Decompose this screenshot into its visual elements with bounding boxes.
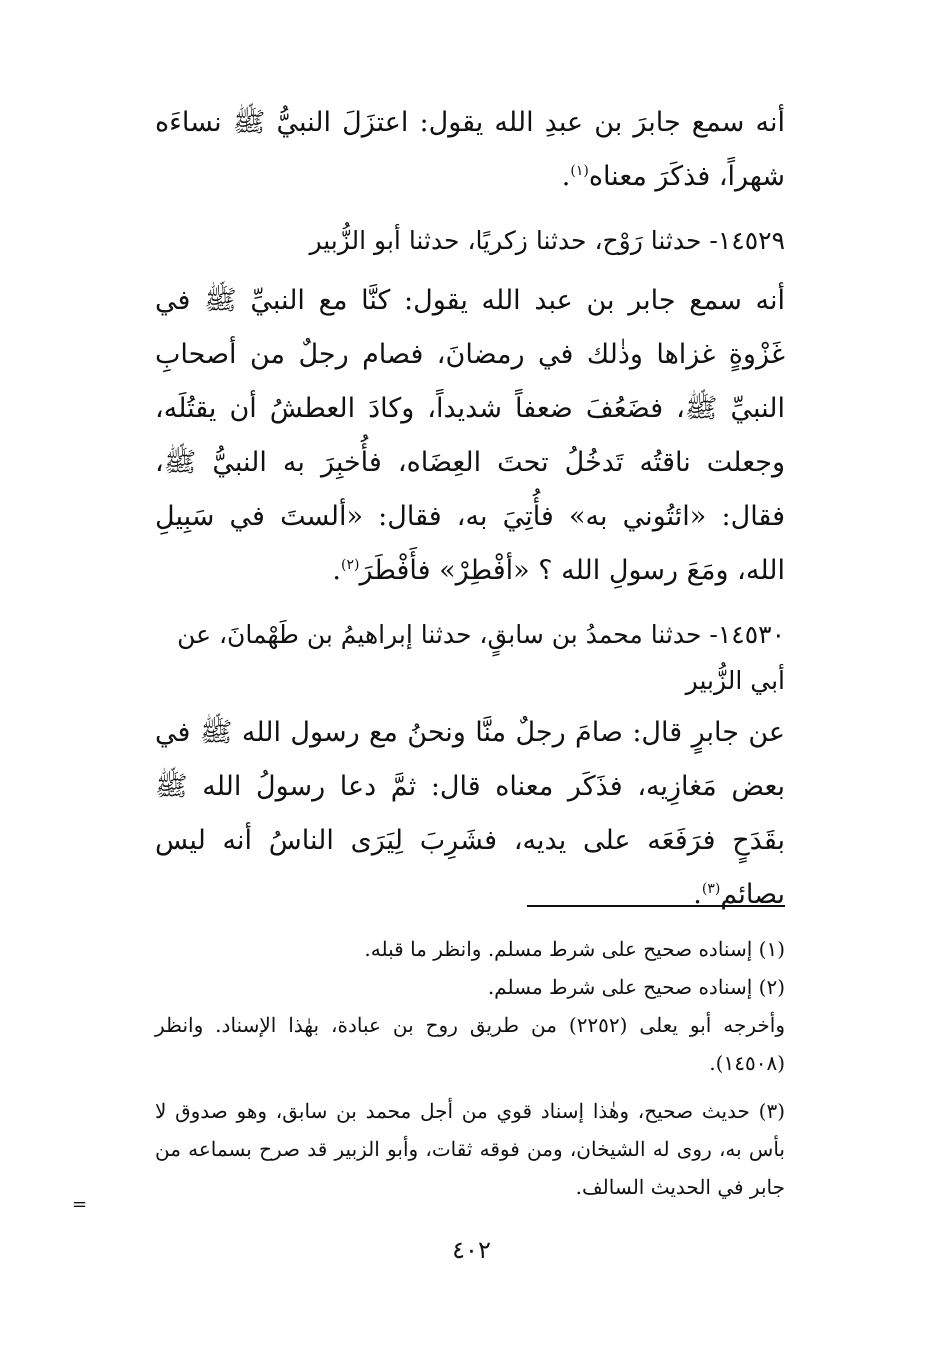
paragraph-2 [155, 274, 785, 598]
footnote-ref-3: (٣) [701, 881, 721, 897]
footnote-ref-1: (١) [570, 163, 589, 179]
footnote-3: (٣) حديث صحيح، وهٰذا إسناد قوي من أجل محمد بن سابق، وهو صدوق لا بأس به، روى له الشيخان، ومن فوقه ثقات، وأبو الزبير قد صرح بسماعه من جابر في الحديث السالف. [155, 1099, 785, 1199]
hadith-14530-heading: ١٤٥٣٠- حدثنا محمدُ بن سابقٍ، حدثنا إبراهيمُ بن طَهْمانَ، عن أبي الزُّبير [177, 620, 785, 695]
paragraph-1 [155, 96, 785, 204]
paragraph-2-text: أنه سمع جابر بن عبد الله يقول: كنَّا مع النبيِّ ﷺ في غَزْوةٍ غزاها وذٰلك في رمضانَ، فصام رجلٌ من أصحابِ النبيِّ ﷺ، فضَعُفَ ضعفاً شديداً، وكادَ العطشُ أن يقتُلَه، وجعلت ناقتُه تَدخُلُ تحتَ العِضَاه، فأُخبِرَ به النبيُّ ﷺ، فقال: «ائتُوني به» فأُتِيَ به، فقال: «ألستَ في سَبِيلِ الله، ومَعَ رسولِ الله ؟ «أفْطِرْ» فأَفْطَرَ$^{(٢)}$. [155, 285, 785, 586]
paragraph-2-body: أنه سمع جابر بن عبد الله يقول: كنَّا مع النبيِّ ﷺ في غَزْوةٍ غزاها وذٰلك في رمضانَ، فصام رجلٌ من أصحابِ النبيِّ ﷺ، فضَعُفَ ضعفاً شديداً، وكادَ العطشُ أن يقتُلَه، وجعلت ناقتُه تَدخُلُ تحتَ العِضَاه، فأُخبِرَ به النبيُّ ﷺ، فقال: «ائتُوني به» فأُتِيَ به، فقال: «ألستَ في سَبِيلِ الله، ومَعَ رسولِ الله ؟ «أفْطِرْ» فأَفْطَرَ [155, 285, 785, 586]
footnote-2: (٢) إسناده صحيح على شرط مسلم. [487, 975, 785, 999]
hadith-14530-chain [155, 612, 785, 704]
footnotes [155, 930, 785, 1206]
paragraph-3 [155, 706, 785, 922]
footnote-ref-2: (٢) [341, 557, 360, 573]
page-number: ٤٠٢ [452, 1236, 491, 1264]
footnote-1: (١) إسناده صحيح على شرط مسلم. وانظر ما قبله. [364, 937, 785, 961]
paragraph-1-text: أنه سمع جابرَ بن عبدِ الله يقول: اعتزَلَ النبيُّ ﷺ نساءَه شهراً، فذكَرَ معناه$^{(١)}$. [155, 107, 785, 192]
hadith-14529-chain [155, 218, 785, 264]
paragraph-1-body: أنه سمع جابرَ بن عبدِ الله يقول: اعتزَلَ النبيُّ ﷺ نساءَه شهراً، فذكَرَ معناه [155, 107, 785, 192]
paragraph-3-text: عن جابرٍ قال: صامَ رجلٌ منَّا ونحنُ مع رسول الله ﷺ في بعض مَغازِيه، فذَكَر معناه قال: ثمَّ دعا رسولُ الله ﷺ بقَدَحٍ فرَفَعَه على يديه، فشَرِبَ لِيَرَى الناسُ أنه ليس بصائم$^{(٣)}$. [155, 717, 785, 910]
footnote-2-continued: وأخرجه أبو يعلى (٢٢٥٢) من طريق روح بن عبادة، بهٰذا الإسناد. وانظر (١٤٥٠٨). [155, 1013, 785, 1075]
footnote-separator [527, 905, 785, 907]
paragraph-3-body: عن جابرٍ قال: صامَ رجلٌ منَّا ونحنُ مع رسول الله ﷺ في بعض مَغازِيه، فذَكَر معناه قال: ثمَّ دعا رسولُ الله ﷺ بقَدَحٍ فرَفَعَه على يديه، فشَرِبَ لِيَرَى الناسُ أنه ليس بصائم [155, 717, 785, 910]
continuation-mark: = [72, 1194, 88, 1215]
hadith-14529-heading: ١٤٥٢٩- حدثنا رَوْح، حدثنا زكريًا، حدثنا أبو الزُّبير [309, 226, 785, 255]
